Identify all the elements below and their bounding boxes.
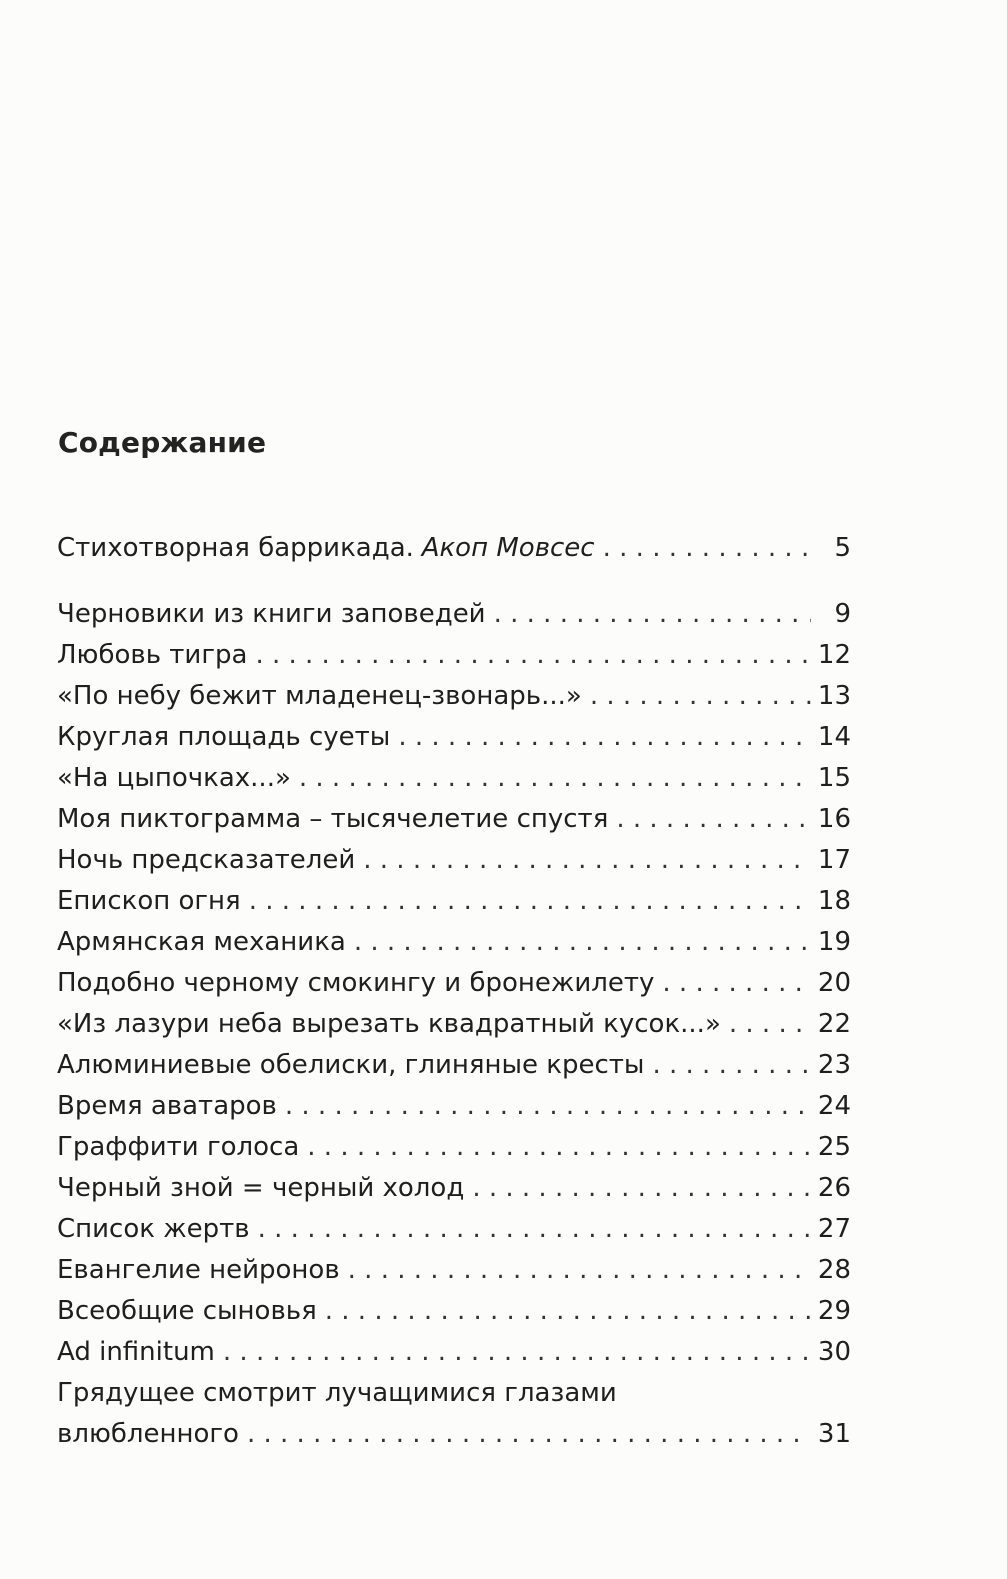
toc-entry-title: Подобно черному смокингу и бронежилету [57,968,655,998]
dot-leader [472,1168,811,1209]
dot-leader [285,1086,811,1127]
dot-leader [299,758,811,799]
toc-page-number: 22 [817,1009,851,1039]
dot-leader [398,717,811,758]
toc-page-number: 18 [817,886,851,916]
toc-entry [57,635,851,676]
toc-entry-title: «Из лазури неба вырезать квадратный кусок...» [57,1009,721,1039]
toc-entry-title: «По небу бежит младенец-звонарь...» [57,681,582,711]
toc-entry-title: Черный зной = черный холод [57,1173,465,1203]
toc-page-number: 14 [817,722,851,752]
toc-entry [57,717,851,758]
dot-leader [729,1004,811,1045]
dot-leader [258,1209,811,1250]
dot-leader [363,840,811,881]
toc-entry-title: Моя пиктограмма – тысячелетие спустя [57,804,609,834]
toc-entry [57,922,851,963]
toc-entry-title: Черновики из книги заповедей [57,599,486,629]
toc-entry [57,963,851,1004]
toc-entry [57,840,851,881]
toc-page-number: 31 [817,1419,851,1449]
toc-entry-title-line1: Грядущее смотрит лучащимися глазами [57,1378,617,1408]
toc-entry [57,881,851,922]
toc-page-number: 5 [834,533,851,563]
toc-preface-title: Стихотворная баррикада. [57,533,414,563]
dot-leader [354,922,811,963]
toc-page-number: 30 [817,1337,851,1367]
toc-entry-title: Алюминиевые обелиски, глиняные кресты [57,1050,645,1080]
toc-entry-title [57,528,595,569]
toc-entry [57,1045,851,1086]
toc-entry-preface [57,528,851,569]
toc-entry [57,1168,851,1209]
toc-entry [57,758,851,799]
toc-entry-title: Ad infinitum [57,1337,215,1367]
dot-leader [249,881,811,922]
toc-page-number: 28 [817,1255,851,1285]
toc-page-number: 29 [817,1296,851,1326]
toc-preface-author: Акоп Мовсес [421,533,595,563]
dot-leader [348,1250,811,1291]
toc-entry-last [57,1373,851,1455]
dot-leader [223,1332,811,1373]
toc-entry [57,1086,851,1127]
toc-entry-title: Время аватаров [57,1091,277,1121]
toc-entry-title: Евангелие нейронов [57,1255,340,1285]
table-of-contents [57,528,851,1455]
toc-entry-title: Ночь предсказателей [57,845,356,875]
dot-leader [255,635,811,676]
toc-page-number: 12 [817,640,851,670]
dot-leader [662,963,811,1004]
toc-page-number: 19 [817,927,851,957]
toc-page-number: 9 [834,599,851,629]
toc-page-number: 23 [817,1050,851,1080]
toc-entry-title: Граффити голоса [57,1132,300,1162]
dot-leader [325,1291,811,1332]
dot-leader [590,676,811,717]
toc-entry [57,1291,851,1332]
toc-entries-list [57,594,851,1373]
dot-leader [494,594,811,635]
toc-page-number: 17 [817,845,851,875]
toc-entry-title: «На цыпочках...» [57,763,291,793]
toc-page-number: 26 [817,1173,851,1203]
dot-leader [616,799,811,840]
toc-entry [57,1250,851,1291]
page-title: Содержание [58,426,267,459]
toc-entry-title: Список жертв [57,1214,250,1244]
toc-entry [57,799,851,840]
toc-entry-title-line2: влюбленного [57,1419,239,1449]
toc-entry-title: Любовь тигра [57,640,248,670]
toc-entry [57,1127,851,1168]
toc-page-number: 24 [817,1091,851,1121]
toc-entry [57,1332,851,1373]
toc-entry-last-line2 [57,1414,851,1455]
toc-page-number: 13 [817,681,851,711]
toc-page-number: 16 [817,804,851,834]
dot-leader [307,1127,811,1168]
dot-leader [652,1045,811,1086]
toc-page-number: 27 [817,1214,851,1244]
dot-leader [247,1414,811,1455]
toc-entry-title: Круглая площадь суеты [57,722,391,752]
toc-page-number: 15 [817,763,851,793]
toc-entry [57,1004,851,1045]
toc-entry-title: Всеобщие сыновья [57,1296,317,1326]
toc-entry [57,676,851,717]
toc-page-number: 25 [817,1132,851,1162]
dot-leader [603,528,811,569]
toc-entry-title: Армянская механика [57,927,346,957]
toc-page-number: 20 [817,968,851,998]
toc-entry [57,594,851,635]
toc-entry-title: Епископ огня [57,886,241,916]
toc-entry [57,1209,851,1250]
